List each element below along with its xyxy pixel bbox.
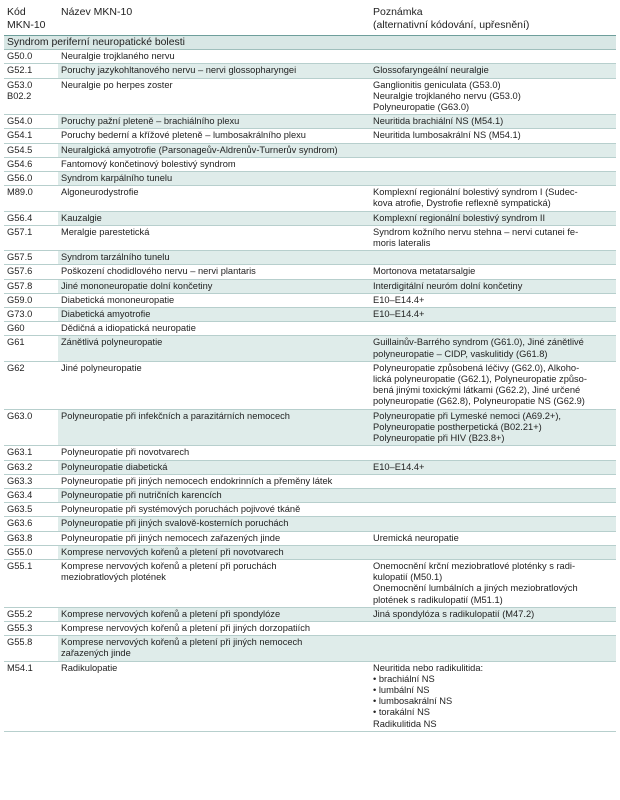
row-note bbox=[370, 172, 616, 186]
row-note bbox=[370, 265, 616, 279]
note-line: Neuritida nebo radikulitida: bbox=[373, 662, 484, 673]
note-line: Komplexní regionální bolestivý syndrom II bbox=[373, 212, 546, 223]
name-line: Polyneuropatie při novotvarech bbox=[61, 447, 190, 458]
row-name bbox=[58, 531, 370, 545]
row-code bbox=[4, 559, 58, 607]
row-name bbox=[58, 115, 370, 129]
row-name bbox=[58, 78, 370, 115]
note-line: Polyneuropatie (G63.0) bbox=[373, 102, 470, 113]
row-note bbox=[370, 225, 616, 250]
name-line: Zánětlivá polyneuropatie bbox=[61, 337, 163, 348]
code-line: G57.6 bbox=[7, 266, 33, 277]
row-name bbox=[58, 157, 370, 171]
row-code bbox=[4, 279, 58, 293]
note-line: Mortonova metatarsalgie bbox=[373, 266, 476, 277]
name-line: Poruchy jazykohltanového nervu – nervi glossopharyngei bbox=[61, 65, 297, 76]
table-row bbox=[4, 308, 616, 322]
name-line: Polyneuropatie diabetická bbox=[61, 461, 168, 472]
code-line: G59.0 bbox=[7, 294, 33, 305]
code-line: B02.2 bbox=[7, 90, 32, 101]
row-name bbox=[58, 172, 370, 186]
name-line: Jiné mononeuropatie dolní končetiny bbox=[61, 280, 213, 291]
row-note bbox=[370, 460, 616, 474]
table-row bbox=[4, 157, 616, 171]
code-line: G54.6 bbox=[7, 158, 33, 169]
row-code bbox=[4, 157, 58, 171]
row-code bbox=[4, 211, 58, 225]
code-line: G73.0 bbox=[7, 309, 33, 320]
row-code bbox=[4, 336, 58, 361]
table-row bbox=[4, 545, 616, 559]
table-row bbox=[4, 621, 616, 635]
row-name bbox=[58, 545, 370, 559]
name-line: Neuralgie trojklaného nervu bbox=[61, 51, 175, 62]
row-code bbox=[4, 460, 58, 474]
row-code bbox=[4, 361, 58, 409]
table-row bbox=[4, 115, 616, 129]
name-line: Syndrom tarzálního tunelu bbox=[61, 252, 170, 263]
note-line: lická polyneuropatie (G62.1), Polyneuropatie způso- bbox=[373, 374, 587, 385]
table-row bbox=[4, 265, 616, 279]
table-row bbox=[4, 488, 616, 502]
note-line: Polyneuropatie způsobená léčivy (G62.0), Alkoho- bbox=[373, 362, 580, 373]
header-note bbox=[370, 0, 616, 36]
name-line: Komprese nervových kořenů a pletení při novotvarech bbox=[61, 546, 284, 557]
row-code bbox=[4, 293, 58, 307]
note-line: Neuritida lumbosakrální NS (M54.1) bbox=[373, 130, 521, 141]
row-note bbox=[370, 78, 616, 115]
code-line: G60 bbox=[7, 323, 25, 334]
table-row bbox=[4, 225, 616, 250]
name-line: Syndrom karpálního tunelu bbox=[61, 173, 173, 184]
row-name bbox=[58, 488, 370, 502]
code-line: G55.1 bbox=[7, 560, 33, 571]
header-code-line: MKN-10 bbox=[7, 18, 46, 31]
name-line: Diabetická mononeuropatie bbox=[61, 294, 175, 305]
code-line: G63.5 bbox=[7, 504, 33, 515]
table-row bbox=[4, 143, 616, 157]
row-code bbox=[4, 265, 58, 279]
row-note bbox=[370, 115, 616, 129]
table-row bbox=[4, 64, 616, 78]
row-note bbox=[370, 336, 616, 361]
code-line: G63.0 bbox=[7, 410, 33, 421]
header-row bbox=[4, 0, 616, 36]
code-line: G63.8 bbox=[7, 532, 33, 543]
row-name bbox=[58, 361, 370, 409]
header-note-line: Poznámka bbox=[373, 6, 423, 18]
row-name bbox=[58, 409, 370, 446]
row-note bbox=[370, 64, 616, 78]
note-line: Jiná spondylóza s radikulopatií (M47.2) bbox=[373, 608, 535, 619]
table-row bbox=[4, 129, 616, 143]
code-line: G55.8 bbox=[7, 637, 33, 648]
header-code bbox=[4, 0, 58, 36]
code-line: G63.2 bbox=[7, 461, 33, 472]
row-note bbox=[370, 488, 616, 502]
row-code bbox=[4, 172, 58, 186]
name-line: Komprese nervových kořenů a pletení při jiných dorzopatiích bbox=[61, 622, 311, 633]
header-name bbox=[58, 0, 370, 36]
name-line: Komprese nervových kořenů a pletení při spondylóze bbox=[61, 608, 281, 619]
note-line: polyneuropatie (G62.8), Polyneuropatie NS (G62.9) bbox=[373, 396, 585, 407]
note-bullet: • brachiální NS bbox=[373, 674, 613, 685]
row-note bbox=[370, 293, 616, 307]
code-line: G54.5 bbox=[7, 144, 33, 155]
code-line: G55.2 bbox=[7, 608, 33, 619]
row-note bbox=[370, 129, 616, 143]
note-line: Onemocnění krční meziobratlové ploténky s radi- bbox=[373, 560, 576, 571]
row-name bbox=[58, 446, 370, 460]
header-code-line: Kód bbox=[7, 6, 26, 18]
name-line: meziobratlových plotének bbox=[61, 572, 166, 583]
note-line: kova atrofie, Dystrofie reflexně sympatická) bbox=[373, 198, 551, 209]
row-name bbox=[58, 251, 370, 265]
name-line: Kauzalgie bbox=[61, 212, 102, 223]
table-row bbox=[4, 279, 616, 293]
name-line: Poškození chodidlového nervu – nervi plantaris bbox=[61, 266, 256, 277]
row-note bbox=[370, 409, 616, 446]
table-row bbox=[4, 251, 616, 265]
code-line: G56.0 bbox=[7, 173, 33, 184]
note-line: E10–E14.4+ bbox=[373, 294, 425, 305]
row-note bbox=[370, 446, 616, 460]
table-row bbox=[4, 322, 616, 336]
row-name bbox=[58, 211, 370, 225]
row-note bbox=[370, 503, 616, 517]
row-code bbox=[4, 251, 58, 265]
table-row bbox=[4, 559, 616, 607]
name-line: Poruchy bederní a křížové pleteně – lumbosakrálního plexu bbox=[61, 130, 306, 141]
name-line: Komprese nervových kořenů a pletení při poruchách bbox=[61, 560, 277, 571]
note-line: Onemocnění lumbálních a jiných meziobratlových bbox=[373, 583, 578, 594]
row-code bbox=[4, 607, 58, 621]
name-line: Polyneuropatie při nutričních karencích bbox=[61, 489, 222, 500]
note-line: kulopatií (M50.1) bbox=[373, 572, 443, 583]
note-line: Ganglionitis geniculata (G53.0) bbox=[373, 79, 501, 90]
header-name-line: Název MKN-10 bbox=[61, 6, 133, 18]
row-name bbox=[58, 322, 370, 336]
table-row bbox=[4, 517, 616, 531]
table-row bbox=[4, 172, 616, 186]
name-line: Diabetická amyotrofie bbox=[61, 309, 151, 320]
code-line: G52.1 bbox=[7, 65, 33, 76]
icd-table bbox=[4, 0, 616, 732]
name-line: Polyneuropatie při jiných nemocech zařazených jinde bbox=[61, 532, 281, 543]
code-line: G57.8 bbox=[7, 280, 33, 291]
note-bullet: • lumbosakrální NS bbox=[373, 696, 613, 707]
row-code bbox=[4, 322, 58, 336]
row-code bbox=[4, 517, 58, 531]
row-note bbox=[370, 517, 616, 531]
row-name bbox=[58, 64, 370, 78]
code-line: G61 bbox=[7, 337, 25, 348]
code-line: G62 bbox=[7, 362, 25, 373]
row-code bbox=[4, 186, 58, 211]
note-line: plotének s radikulopatií (M51.1) bbox=[373, 594, 503, 605]
table-body bbox=[4, 36, 616, 732]
table-row bbox=[4, 186, 616, 211]
code-line: G50.0 bbox=[7, 51, 33, 62]
row-note bbox=[370, 50, 616, 64]
name-line: Poruchy pažní pleteně – brachiálního plexu bbox=[61, 116, 240, 127]
row-code bbox=[4, 225, 58, 250]
row-code bbox=[4, 446, 58, 460]
name-line: Fantomový končetinový bolestivý syndrom bbox=[61, 158, 236, 169]
note-line: Komplexní regionální bolestivý syndrom I (Sudec- bbox=[373, 187, 578, 198]
table-row bbox=[4, 50, 616, 64]
row-note bbox=[370, 322, 616, 336]
row-note bbox=[370, 308, 616, 322]
row-code bbox=[4, 308, 58, 322]
table-header bbox=[4, 0, 616, 36]
note-line: E10–E14.4+ bbox=[373, 461, 425, 472]
table-row bbox=[4, 503, 616, 517]
table-row bbox=[4, 661, 616, 731]
table-row bbox=[4, 474, 616, 488]
note-line: Neuralgie trojklaného nervu (G53.0) bbox=[373, 90, 521, 101]
note-bullet: • lumbální NS bbox=[373, 685, 613, 696]
code-line: G55.0 bbox=[7, 546, 33, 557]
row-note bbox=[370, 211, 616, 225]
row-name bbox=[58, 225, 370, 250]
code-line: G63.6 bbox=[7, 518, 33, 529]
code-line: G54.1 bbox=[7, 130, 33, 141]
note-line: Radikulitida NS bbox=[373, 718, 437, 729]
row-name bbox=[58, 474, 370, 488]
code-line: G56.4 bbox=[7, 212, 33, 223]
row-name bbox=[58, 460, 370, 474]
code-line: G55.3 bbox=[7, 622, 33, 633]
note-line: Polyneuropatie při Lymeské nemoci (A69.2+), bbox=[373, 410, 562, 421]
name-line: Polyneuropatie při infekčních a parazitárních nemocech bbox=[61, 410, 290, 421]
row-name bbox=[58, 559, 370, 607]
name-line: Komprese nervových kořenů a pletení při jiných nemocech bbox=[61, 637, 303, 648]
note-line: Uremická neuropatie bbox=[373, 532, 459, 543]
row-note bbox=[370, 636, 616, 661]
note-line: bená jinými toxickými látkami (G62.2), Jiné určené bbox=[373, 385, 581, 396]
row-code bbox=[4, 474, 58, 488]
note-line: Polyneuropatie postherpetická (B02.21+) bbox=[373, 421, 542, 432]
code-line: G63.1 bbox=[7, 447, 33, 458]
row-code bbox=[4, 143, 58, 157]
name-line: Polyneuropatie při jiných svalově-kosterních poruchách bbox=[61, 518, 289, 529]
name-line: zařazených jinde bbox=[61, 648, 131, 659]
table-row bbox=[4, 607, 616, 621]
name-line: Dědičná a idiopatická neuropatie bbox=[61, 323, 196, 334]
row-name bbox=[58, 607, 370, 621]
row-note bbox=[370, 531, 616, 545]
row-code bbox=[4, 78, 58, 115]
note-line: Interdigitální neuróm dolní končetiny bbox=[373, 280, 523, 291]
row-name bbox=[58, 50, 370, 64]
row-name bbox=[58, 279, 370, 293]
row-name bbox=[58, 129, 370, 143]
row-note bbox=[370, 279, 616, 293]
name-line: Algoneurodystrofie bbox=[61, 187, 139, 198]
note-line: Neuritida brachiální NS (M54.1) bbox=[373, 116, 504, 127]
row-code bbox=[4, 488, 58, 502]
name-line: Radikulopatie bbox=[61, 662, 118, 673]
row-note bbox=[370, 143, 616, 157]
name-line: Polyneuropatie při jiných nemocech endokrinních a přeměny látek bbox=[61, 475, 333, 486]
table-row bbox=[4, 460, 616, 474]
row-name bbox=[58, 661, 370, 731]
name-line: Jiné polyneuropatie bbox=[61, 362, 142, 373]
note-line: E10–E14.4+ bbox=[373, 309, 425, 320]
code-line: G63.4 bbox=[7, 489, 33, 500]
row-note bbox=[370, 186, 616, 211]
code-line: G57.1 bbox=[7, 226, 33, 237]
note-line: Polyneuropatie při HIV (B23.8+) bbox=[373, 433, 505, 444]
table-row bbox=[4, 336, 616, 361]
name-line: Neuralgická amyotrofie (Parsonageův-Aldrenův-Turnerův syndrom) bbox=[61, 144, 338, 155]
note-bullet: • torakální NS bbox=[373, 707, 613, 718]
note-line: polyneuropatie – CIDP, vaskulitidy (G61.8) bbox=[373, 348, 548, 359]
row-note bbox=[370, 607, 616, 621]
row-note bbox=[370, 559, 616, 607]
code-line: G63.3 bbox=[7, 475, 33, 486]
row-name bbox=[58, 293, 370, 307]
row-name bbox=[58, 265, 370, 279]
table-row bbox=[4, 361, 616, 409]
row-name bbox=[58, 336, 370, 361]
row-note bbox=[370, 621, 616, 635]
note-line: moris lateralis bbox=[373, 238, 431, 249]
row-code bbox=[4, 115, 58, 129]
table-row bbox=[4, 446, 616, 460]
name-line: Neuralgie po herpes zoster bbox=[61, 79, 173, 90]
row-name bbox=[58, 143, 370, 157]
row-note bbox=[370, 474, 616, 488]
row-code bbox=[4, 64, 58, 78]
code-line: M54.1 bbox=[7, 662, 33, 673]
code-line: G54.0 bbox=[7, 116, 33, 127]
row-name bbox=[58, 308, 370, 322]
table-row bbox=[4, 211, 616, 225]
code-line: G57.5 bbox=[7, 252, 33, 263]
row-code bbox=[4, 661, 58, 731]
row-code bbox=[4, 636, 58, 661]
row-code bbox=[4, 503, 58, 517]
row-code bbox=[4, 621, 58, 635]
row-name bbox=[58, 503, 370, 517]
name-line: Meralgie parestetická bbox=[61, 226, 150, 237]
row-name bbox=[58, 621, 370, 635]
row-code bbox=[4, 409, 58, 446]
table-row bbox=[4, 531, 616, 545]
row-note bbox=[370, 545, 616, 559]
row-note bbox=[370, 157, 616, 171]
row-code bbox=[4, 531, 58, 545]
code-line: G53.0 bbox=[7, 79, 33, 90]
name-line: Polyneuropatie při systémových poruchách pojivové tkáně bbox=[61, 504, 301, 515]
row-note bbox=[370, 361, 616, 409]
row-name bbox=[58, 517, 370, 531]
note-line: Syndrom kožního nervu stehna – nervi cutanei fe- bbox=[373, 226, 579, 237]
section-row bbox=[4, 36, 616, 50]
note-line: Guillainův-Barrého syndrom (G61.0), Jiné zánětlivé bbox=[373, 337, 584, 348]
note-line: Glossofaryngeální neuralgie bbox=[373, 65, 489, 76]
table-row bbox=[4, 409, 616, 446]
row-name bbox=[58, 186, 370, 211]
row-note bbox=[370, 661, 616, 731]
row-code bbox=[4, 545, 58, 559]
code-line: M89.0 bbox=[7, 187, 33, 198]
row-code bbox=[4, 50, 58, 64]
row-note bbox=[370, 251, 616, 265]
table-row bbox=[4, 293, 616, 307]
row-code bbox=[4, 129, 58, 143]
section-title: Syndrom periferní neuropatické bolesti bbox=[4, 36, 616, 50]
header-note-line: (alternativní kódování, upřesnění) bbox=[373, 18, 530, 31]
table-row bbox=[4, 636, 616, 661]
table-row bbox=[4, 78, 616, 115]
row-name bbox=[58, 636, 370, 661]
